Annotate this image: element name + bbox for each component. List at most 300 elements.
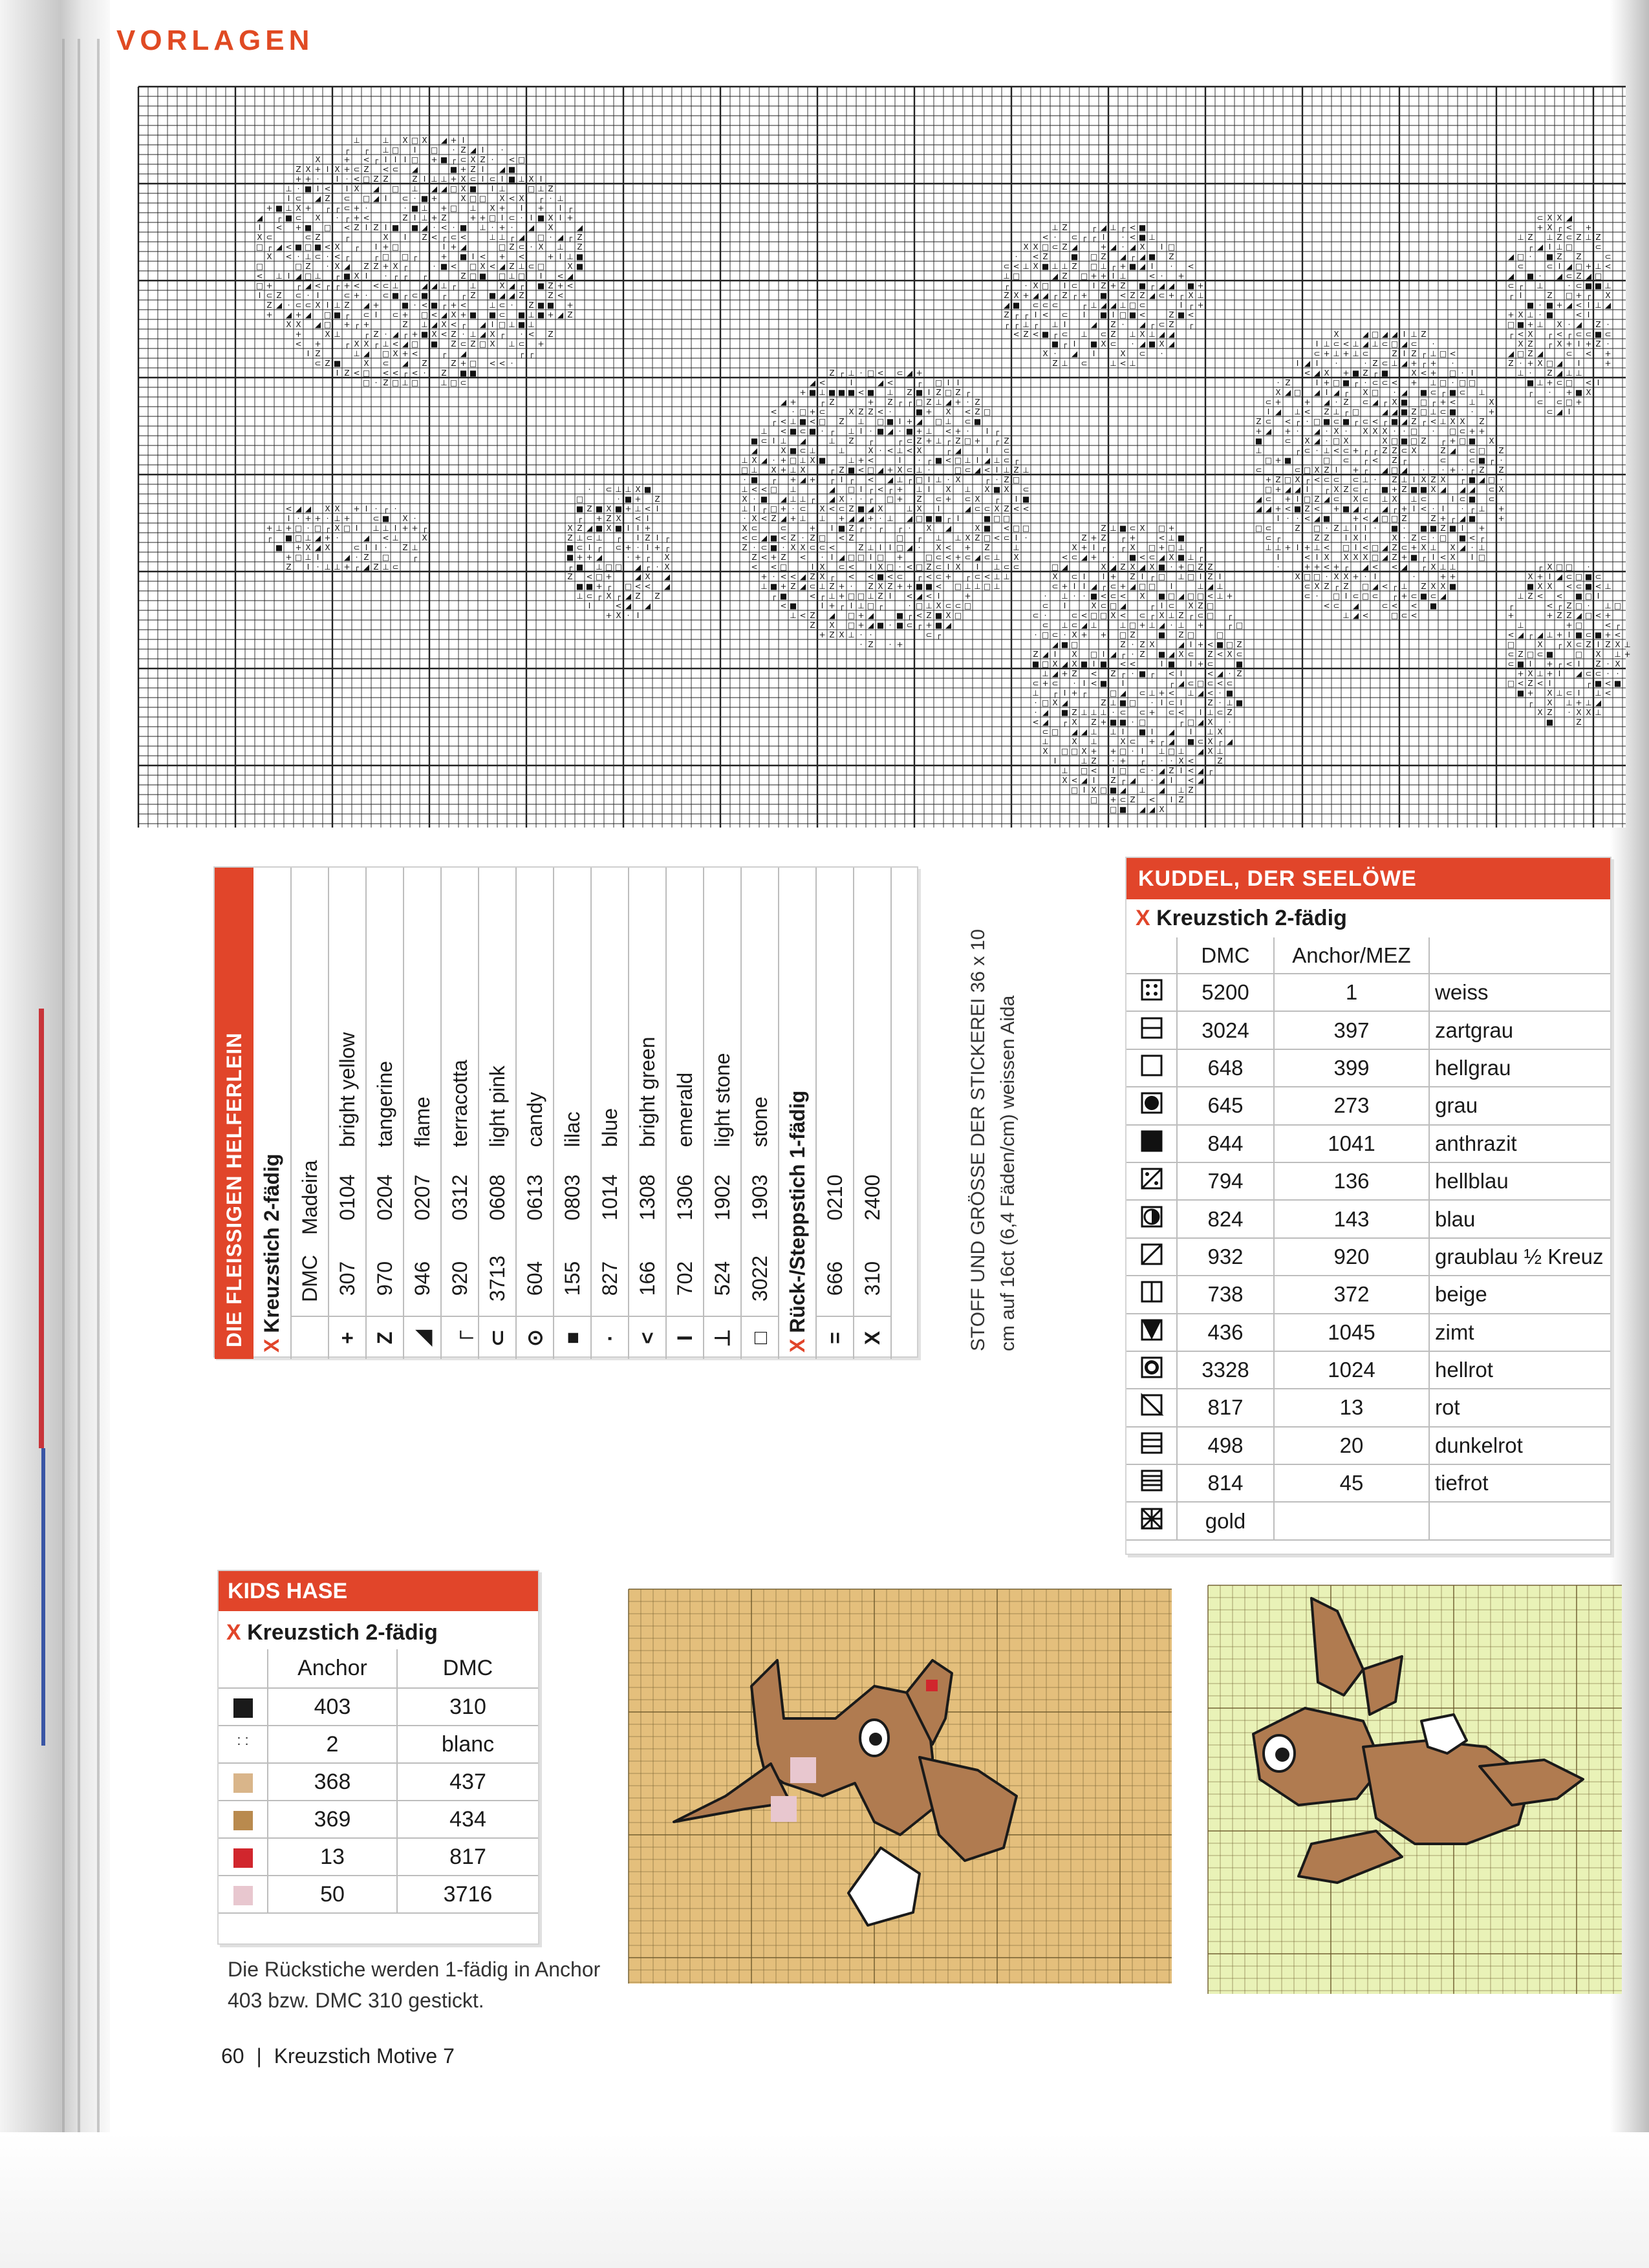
svg-text:┌: ┌ bbox=[829, 475, 835, 484]
svg-text:Z: Z bbox=[858, 407, 864, 416]
svg-text:□: □ bbox=[983, 407, 991, 416]
svg-text:┌: ┌ bbox=[916, 621, 922, 630]
col-anchor: Anchor bbox=[268, 1649, 397, 1688]
svg-text:Z: Z bbox=[1343, 582, 1349, 591]
svg-text:⊂: ⊂ bbox=[906, 465, 913, 475]
svg-text:■: ■ bbox=[624, 495, 632, 504]
svg-text:⊥: ⊥ bbox=[1216, 747, 1223, 756]
color-name: light stone bbox=[704, 868, 741, 1153]
svg-text:⊥: ⊥ bbox=[1061, 262, 1068, 271]
svg-text:□: □ bbox=[1458, 436, 1467, 445]
svg-text:□: □ bbox=[323, 310, 332, 319]
svg-text:I: I bbox=[1519, 291, 1522, 300]
svg-text:⊥: ⊥ bbox=[819, 514, 826, 523]
svg-text:·: · bbox=[326, 514, 329, 523]
svg-text:<: < bbox=[1042, 233, 1049, 242]
svg-text:⊂: ⊂ bbox=[1139, 766, 1146, 775]
svg-text:□: □ bbox=[1109, 689, 1117, 698]
svg-text:·: · bbox=[792, 407, 795, 416]
svg-text:⊥: ⊥ bbox=[1478, 543, 1485, 552]
svg-text:I: I bbox=[937, 592, 940, 601]
svg-text:□: □ bbox=[1061, 747, 1069, 756]
svg-text:Z: Z bbox=[344, 369, 350, 378]
svg-text:X: X bbox=[1537, 640, 1543, 649]
svg-text:□: □ bbox=[847, 485, 856, 494]
svg-text:I: I bbox=[1558, 262, 1561, 271]
svg-text:◢: ◢ bbox=[1090, 582, 1097, 591]
svg-text:┌: ┌ bbox=[936, 630, 942, 639]
svg-text:Z: Z bbox=[771, 514, 777, 523]
svg-text:┌: ┌ bbox=[1149, 611, 1155, 620]
svg-text:◢: ◢ bbox=[954, 446, 962, 455]
svg-text:■: ■ bbox=[459, 223, 468, 232]
svg-text:⊂: ⊂ bbox=[1032, 301, 1039, 310]
svg-text:+: + bbox=[557, 281, 564, 290]
stitch-symbol: = bbox=[816, 1316, 854, 1359]
svg-text:⊥: ⊥ bbox=[1294, 407, 1301, 416]
svg-text:⊂: ⊂ bbox=[1051, 301, 1059, 310]
kuddel-kreuzstich-label: Kreuzstich 2-fädig bbox=[1156, 906, 1347, 930]
anchor-number: 45 bbox=[1274, 1464, 1429, 1502]
svg-text:+: + bbox=[1352, 446, 1359, 455]
svg-text:X: X bbox=[1392, 533, 1397, 542]
svg-text:┌: ┌ bbox=[1421, 417, 1427, 426]
svg-text:⊂: ⊂ bbox=[1362, 398, 1369, 407]
svg-text:□: □ bbox=[411, 339, 419, 348]
svg-text:+: + bbox=[1100, 242, 1107, 251]
svg-text:┌: ┌ bbox=[1343, 407, 1349, 416]
svg-text:┌: ┌ bbox=[528, 349, 534, 358]
svg-text:·: · bbox=[859, 630, 863, 639]
svg-text:+: + bbox=[1168, 524, 1175, 533]
svg-text:Z: Z bbox=[1401, 485, 1407, 494]
anchor-number: 397 bbox=[1274, 1011, 1429, 1049]
svg-text:□: □ bbox=[1158, 524, 1166, 533]
svg-text:+: + bbox=[916, 427, 923, 436]
svg-text:<: < bbox=[392, 369, 399, 378]
svg-text:·: · bbox=[394, 504, 397, 513]
svg-text:+: + bbox=[925, 407, 932, 416]
svg-text:Z: Z bbox=[1004, 310, 1009, 319]
svg-text:⊥: ⊥ bbox=[1556, 689, 1563, 698]
svg-text:+: + bbox=[605, 572, 612, 581]
svg-text:Z: Z bbox=[296, 165, 301, 174]
svg-text:⊂: ⊂ bbox=[1410, 592, 1417, 601]
svg-text:◢: ◢ bbox=[1158, 553, 1165, 562]
svg-text:◢: ◢ bbox=[1556, 272, 1563, 281]
svg-text:┌: ┌ bbox=[916, 572, 922, 581]
svg-text:■: ■ bbox=[1128, 262, 1137, 271]
svg-text:+: + bbox=[896, 582, 903, 591]
svg-text:⊂: ⊂ bbox=[295, 291, 302, 300]
svg-text:+: + bbox=[1566, 621, 1573, 630]
svg-text:⊥: ⊥ bbox=[1614, 650, 1621, 659]
svg-text:X: X bbox=[528, 175, 534, 184]
svg-text:+: + bbox=[1556, 630, 1563, 639]
svg-text:┌: ┌ bbox=[1392, 582, 1397, 591]
helferlein-row bbox=[554, 868, 591, 1359]
svg-text:I: I bbox=[1587, 301, 1590, 310]
svg-text:⊥: ⊥ bbox=[1313, 543, 1320, 552]
svg-text:X: X bbox=[383, 233, 389, 242]
svg-text:<: < bbox=[324, 184, 331, 193]
svg-text:X: X bbox=[1557, 213, 1562, 222]
svg-text:·: · bbox=[1568, 320, 1571, 329]
svg-text:I: I bbox=[1034, 310, 1037, 319]
svg-text:□: □ bbox=[876, 417, 885, 426]
svg-text:□: □ bbox=[1187, 718, 1195, 727]
svg-text:<: < bbox=[634, 582, 641, 591]
svg-text:■: ■ bbox=[1109, 786, 1117, 795]
svg-text:◢: ◢ bbox=[1100, 223, 1107, 232]
svg-text:·: · bbox=[1461, 504, 1464, 513]
svg-text:·: · bbox=[1131, 650, 1134, 659]
svg-text:X: X bbox=[315, 213, 321, 222]
svg-text:·: · bbox=[859, 640, 863, 649]
svg-text:Z: Z bbox=[1275, 475, 1281, 484]
svg-text:+: + bbox=[1449, 436, 1456, 445]
svg-text:Z: Z bbox=[383, 378, 389, 387]
svg-text:I: I bbox=[287, 514, 290, 523]
svg-text:┌: ┌ bbox=[1120, 223, 1126, 232]
svg-text:┌: ┌ bbox=[1072, 291, 1077, 300]
svg-text:┌: ┌ bbox=[1421, 359, 1427, 368]
svg-text:⊥: ⊥ bbox=[1265, 543, 1272, 552]
svg-text:X: X bbox=[490, 330, 495, 339]
svg-text:<: < bbox=[1566, 582, 1573, 591]
svg-text:·: · bbox=[966, 427, 969, 436]
svg-text:┌: ┌ bbox=[422, 524, 427, 533]
svg-text:■: ■ bbox=[1526, 301, 1535, 310]
svg-text:┌: ┌ bbox=[1460, 475, 1465, 484]
svg-text:⊥: ⊥ bbox=[1536, 320, 1544, 329]
svg-text:■: ■ bbox=[275, 543, 283, 552]
svg-text:I: I bbox=[1063, 320, 1066, 329]
svg-text:■: ■ bbox=[905, 427, 914, 436]
color-name bbox=[1429, 1502, 1610, 1539]
svg-text:┌: ┌ bbox=[1101, 543, 1106, 552]
svg-text:◢: ◢ bbox=[1566, 213, 1573, 222]
svg-text:□: □ bbox=[1361, 592, 1370, 601]
svg-text:·: · bbox=[1471, 543, 1474, 552]
svg-text:<: < bbox=[1168, 689, 1175, 698]
svg-text:+: + bbox=[343, 165, 350, 174]
svg-text:<: < bbox=[431, 233, 438, 242]
anchor-number: 368 bbox=[268, 1763, 397, 1801]
svg-text:◢: ◢ bbox=[314, 194, 321, 203]
svg-text:┌: ┌ bbox=[1440, 436, 1446, 445]
svg-text:·: · bbox=[530, 242, 533, 251]
svg-text:□: □ bbox=[847, 611, 856, 620]
svg-text:<: < bbox=[411, 349, 418, 358]
svg-text:⊥: ⊥ bbox=[935, 475, 942, 484]
cross-stitch-chart bbox=[138, 87, 1631, 828]
svg-text:X: X bbox=[1615, 640, 1621, 649]
svg-text:□: □ bbox=[818, 417, 826, 426]
diagdots-symbol-icon bbox=[1126, 1162, 1177, 1200]
svg-text:+: + bbox=[305, 175, 312, 184]
svg-text:<: < bbox=[1013, 504, 1020, 513]
svg-text:┌: ┌ bbox=[994, 495, 1000, 504]
svg-text:+: + bbox=[566, 301, 574, 310]
svg-text:⊥: ⊥ bbox=[1536, 378, 1544, 387]
svg-text:<: < bbox=[887, 446, 894, 455]
svg-text:⊥: ⊥ bbox=[964, 485, 971, 494]
svg-text:◢: ◢ bbox=[1304, 359, 1311, 368]
svg-text:□: □ bbox=[1167, 592, 1176, 601]
svg-text:■: ■ bbox=[537, 301, 545, 310]
madeira-number: 1902 bbox=[704, 1153, 741, 1241]
svg-text:□: □ bbox=[1138, 582, 1147, 591]
svg-text:■: ■ bbox=[925, 514, 933, 523]
svg-text:Z: Z bbox=[1392, 349, 1397, 358]
svg-text:X: X bbox=[1595, 650, 1601, 659]
svg-text:<: < bbox=[877, 407, 884, 416]
svg-text:⊂: ⊂ bbox=[935, 553, 942, 562]
svg-text:·: · bbox=[520, 330, 523, 339]
svg-text:I: I bbox=[258, 223, 261, 232]
svg-text:Z: Z bbox=[325, 359, 330, 368]
svg-text:⊥: ⊥ bbox=[790, 495, 797, 504]
svg-text:Z: Z bbox=[1198, 601, 1203, 610]
svg-text:┌: ┌ bbox=[402, 330, 408, 339]
svg-text:■: ■ bbox=[304, 184, 312, 193]
svg-text:■: ■ bbox=[1400, 436, 1408, 445]
svg-text:■: ■ bbox=[1381, 369, 1389, 378]
svg-text:⊂: ⊂ bbox=[499, 301, 506, 310]
svg-text:·: · bbox=[1538, 301, 1542, 310]
svg-text:·: · bbox=[384, 272, 387, 281]
svg-text:I: I bbox=[1189, 640, 1192, 649]
svg-text:·: · bbox=[1150, 776, 1154, 785]
svg-text:+: + bbox=[790, 514, 797, 523]
svg-text:Z: Z bbox=[1188, 786, 1194, 795]
svg-text:·: · bbox=[1548, 388, 1551, 397]
svg-text:⊥: ⊥ bbox=[1449, 562, 1456, 572]
svg-text:⊥: ⊥ bbox=[1139, 786, 1146, 795]
svg-text:+: + bbox=[838, 514, 845, 523]
svg-text:◢: ◢ bbox=[1061, 562, 1068, 572]
svg-text:┌: ┌ bbox=[451, 155, 457, 164]
svg-text:Z: Z bbox=[1324, 533, 1330, 542]
svg-text:+: + bbox=[1546, 659, 1553, 669]
svg-text:+: + bbox=[925, 436, 932, 445]
svg-text:⊥: ⊥ bbox=[1381, 495, 1388, 504]
svg-text:⊂: ⊂ bbox=[1566, 349, 1573, 358]
svg-text:+: + bbox=[295, 175, 302, 184]
svg-text:X: X bbox=[1440, 475, 1446, 484]
svg-text:┌: ┌ bbox=[1363, 504, 1368, 513]
svg-text:+: + bbox=[537, 204, 544, 213]
svg-text:Z: Z bbox=[470, 165, 476, 174]
svg-text:┌: ┌ bbox=[907, 611, 912, 620]
svg-text:┌: ┌ bbox=[596, 592, 602, 601]
svg-text:·: · bbox=[1073, 592, 1076, 601]
color-name: lilac bbox=[554, 868, 591, 1153]
anchor-number: 369 bbox=[268, 1801, 397, 1838]
svg-text:X: X bbox=[1314, 465, 1320, 475]
hline-symbol-icon bbox=[1126, 1011, 1177, 1049]
svg-text:<: < bbox=[586, 572, 593, 581]
svg-text:Z: Z bbox=[955, 436, 961, 445]
svg-text:+: + bbox=[1148, 737, 1156, 746]
svg-text:X: X bbox=[616, 611, 621, 620]
svg-text:■: ■ bbox=[1546, 310, 1554, 319]
svg-text:Z: Z bbox=[1314, 533, 1320, 542]
stitch-symbol: ⊥ bbox=[704, 1316, 741, 1359]
svg-text:⊂: ⊂ bbox=[1051, 630, 1059, 639]
svg-text:■: ■ bbox=[488, 310, 497, 319]
svg-text:□: □ bbox=[362, 194, 371, 203]
svg-text:Z: Z bbox=[1401, 514, 1407, 523]
svg-text:+: + bbox=[1575, 398, 1582, 407]
svg-text:I: I bbox=[501, 175, 504, 184]
svg-text:+: + bbox=[266, 310, 273, 319]
svg-text:<: < bbox=[1139, 310, 1146, 319]
svg-text:I: I bbox=[937, 504, 940, 513]
svg-text:<: < bbox=[256, 272, 263, 281]
svg-text:<: < bbox=[964, 407, 971, 416]
svg-text:+: + bbox=[1585, 339, 1592, 348]
svg-text:X: X bbox=[606, 504, 612, 513]
svg-text:X: X bbox=[1576, 708, 1582, 717]
svg-text:□: □ bbox=[1041, 659, 1050, 669]
svg-text:┌: ┌ bbox=[1304, 475, 1310, 484]
svg-text:◢: ◢ bbox=[1255, 495, 1262, 504]
svg-text:■: ■ bbox=[1526, 378, 1535, 387]
svg-text:I: I bbox=[1083, 582, 1086, 591]
svg-text:I: I bbox=[1121, 727, 1125, 736]
svg-text:◢: ◢ bbox=[964, 504, 971, 513]
svg-text:⊂: ⊂ bbox=[1488, 485, 1495, 494]
svg-text:I: I bbox=[413, 145, 416, 155]
svg-text:X: X bbox=[1062, 776, 1068, 785]
svg-text:<: < bbox=[1420, 369, 1427, 378]
svg-text:X: X bbox=[363, 359, 369, 368]
svg-text:□: □ bbox=[1167, 242, 1176, 251]
fabric-info bbox=[964, 899, 1061, 1351]
svg-text:⊥: ⊥ bbox=[790, 611, 797, 620]
svg-text:<: < bbox=[1391, 562, 1398, 572]
svg-text:I: I bbox=[927, 388, 931, 397]
svg-text:Z: Z bbox=[1072, 708, 1077, 717]
svg-text:<: < bbox=[285, 252, 292, 261]
svg-text:<: < bbox=[780, 572, 787, 581]
svg-text:⊂: ⊂ bbox=[1381, 339, 1388, 348]
svg-text:+: + bbox=[1100, 718, 1107, 727]
svg-text:·: · bbox=[549, 233, 552, 242]
svg-text:+: + bbox=[896, 640, 903, 649]
svg-text:◢: ◢ bbox=[799, 572, 806, 581]
svg-text:□: □ bbox=[1303, 495, 1311, 504]
svg-text:◢: ◢ bbox=[906, 514, 913, 523]
svg-text:I: I bbox=[1121, 679, 1125, 688]
svg-text:Z: Z bbox=[548, 291, 554, 300]
svg-text:I: I bbox=[1073, 339, 1076, 348]
svg-text:■: ■ bbox=[770, 543, 778, 552]
svg-text:⊥: ⊥ bbox=[305, 252, 312, 261]
svg-text:+: + bbox=[896, 495, 903, 504]
svg-text:+: + bbox=[382, 262, 389, 271]
color-name: blue bbox=[591, 868, 629, 1153]
svg-text:·: · bbox=[617, 495, 620, 504]
svg-text:Z: Z bbox=[1595, 339, 1601, 348]
svg-text:⊥: ⊥ bbox=[566, 252, 574, 261]
hase-row bbox=[219, 1838, 538, 1876]
svg-text:◢: ◢ bbox=[1216, 669, 1223, 678]
stitch-symbol: Z bbox=[366, 1316, 404, 1359]
svg-text:◢: ◢ bbox=[799, 436, 806, 445]
svg-text:□: □ bbox=[1410, 427, 1418, 436]
svg-text:+: + bbox=[945, 495, 952, 504]
col-dmc: DMC bbox=[1177, 937, 1274, 974]
svg-text:⊂: ⊂ bbox=[1469, 456, 1476, 465]
svg-text:Z: Z bbox=[1023, 330, 1029, 339]
svg-text:□: □ bbox=[1575, 621, 1583, 630]
svg-text:+: + bbox=[1342, 369, 1350, 378]
svg-text:Z: Z bbox=[1479, 417, 1485, 426]
svg-text:Z: Z bbox=[868, 582, 874, 591]
svg-text:Z: Z bbox=[751, 553, 757, 562]
svg-text:┌: ┌ bbox=[325, 204, 330, 213]
svg-text:◢: ◢ bbox=[760, 533, 768, 542]
svg-text:□: □ bbox=[362, 378, 371, 387]
svg-text:□: □ bbox=[1080, 766, 1088, 775]
svg-text:<: < bbox=[334, 252, 341, 261]
svg-text:Z: Z bbox=[907, 388, 912, 397]
svg-text:Z: Z bbox=[810, 621, 815, 630]
svg-text:I: I bbox=[365, 223, 368, 232]
svg-text:□: □ bbox=[1419, 398, 1428, 407]
svg-text:┌: ┌ bbox=[296, 281, 301, 290]
svg-text:I: I bbox=[1568, 630, 1571, 639]
svg-text:◢: ◢ bbox=[586, 524, 593, 533]
svg-text:<: < bbox=[1362, 543, 1369, 552]
svg-text:I: I bbox=[374, 242, 378, 251]
svg-text:<: < bbox=[984, 465, 991, 475]
svg-text:◢: ◢ bbox=[285, 310, 292, 319]
svg-text:⊥: ⊥ bbox=[499, 233, 506, 242]
svg-text:I: I bbox=[394, 155, 397, 164]
svg-text:□: □ bbox=[1565, 398, 1573, 407]
svg-text:<: < bbox=[1604, 262, 1611, 271]
hase-chart-1 bbox=[629, 1589, 1172, 1984]
svg-text:■: ■ bbox=[1284, 456, 1292, 465]
svg-text:◢: ◢ bbox=[1139, 339, 1146, 348]
svg-text:⊂: ⊂ bbox=[1381, 601, 1388, 610]
svg-text:X: X bbox=[955, 562, 961, 572]
svg-text:⊂: ⊂ bbox=[305, 233, 312, 242]
svg-text:⊂: ⊂ bbox=[499, 310, 506, 319]
svg-text:Z: Z bbox=[1169, 320, 1174, 329]
svg-text:+: + bbox=[857, 611, 865, 620]
svg-text:⊥: ⊥ bbox=[1352, 349, 1359, 358]
svg-text:Z: Z bbox=[1120, 640, 1126, 649]
svg-text:◢: ◢ bbox=[1168, 281, 1175, 290]
svg-text:+: + bbox=[1556, 301, 1563, 310]
svg-text:⊥: ⊥ bbox=[469, 281, 477, 290]
svg-text:■: ■ bbox=[750, 436, 759, 445]
svg-text:X: X bbox=[945, 611, 951, 620]
svg-text:□: □ bbox=[430, 145, 438, 155]
svg-text:<: < bbox=[353, 175, 360, 184]
svg-text:⊥: ⊥ bbox=[334, 301, 341, 310]
svg-text:┌: ┌ bbox=[1343, 388, 1349, 397]
svg-text:<: < bbox=[780, 417, 787, 426]
svg-text:Z: Z bbox=[742, 543, 748, 552]
svg-text:□: □ bbox=[382, 553, 390, 562]
svg-text:·: · bbox=[1325, 524, 1328, 533]
